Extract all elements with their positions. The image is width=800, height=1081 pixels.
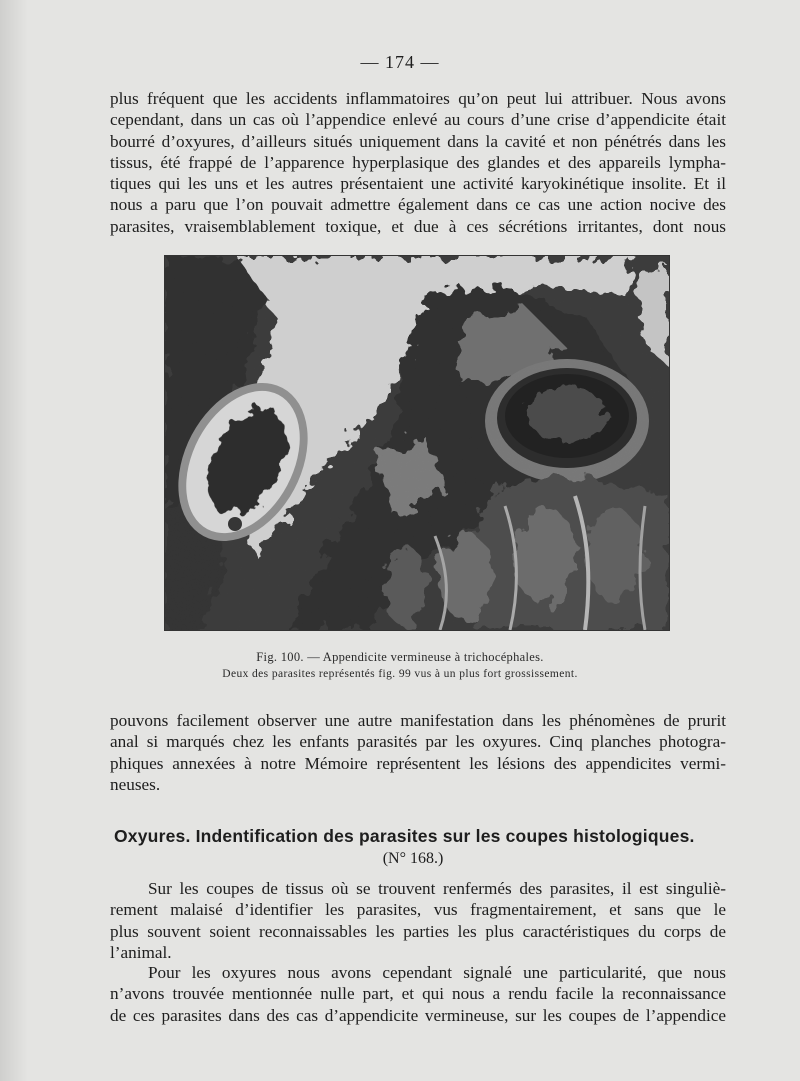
text-line: cependant, dans un cas où l’appendice enlevé au cours d’une crise d’appendicite était [110, 110, 726, 130]
text-line: pouvons facilement observer une autre manifestation dans les phénomènes de prurit [110, 711, 726, 730]
paragraph-3 [110, 878, 726, 963]
text-line: n’avons trouvée mentionnée nulle part, et qui nous a rendu facile la reconnaissance [110, 984, 726, 1004]
paragraph-4 [110, 962, 726, 1026]
text-line: Pour les oxyures nous avons cependant signalé une particularité, que nous [148, 963, 726, 982]
text-line: de ces parasites dans des cas d’appendicite vermineuse, sur les coupes de l’appendice [110, 1005, 726, 1025]
paragraph-2 [110, 710, 726, 795]
text-line: bourré d’oxyures, d’ailleurs situés uniquement dans la cavité et non pénétrés dans les [110, 131, 726, 151]
page-number: — 174 — [360, 52, 440, 72]
figure-caption-title: Fig. 100. — Appendicite vermineuse à trichocéphales. [256, 650, 544, 664]
text-line: nous a paru que l’on pouvait admettre également dans ce cas une action nocive des [110, 195, 726, 215]
paragraph-1 [110, 88, 726, 237]
text-line: phiques annexées à notre Mémoire représentent les lésions des appendicites vermi- [110, 753, 726, 773]
text-line: l’animal. [110, 942, 172, 962]
section-heading: Oxyures. Indentification des parasites sur les coupes histologiques. [114, 826, 695, 846]
text-line: tissus, été frappé de l’apparence hyperplasique des glandes et des appareils lympha- [110, 152, 726, 172]
text-line: plus souvent soient reconnaissables les parties les plus caractéristiques du corps de [110, 921, 726, 941]
text-line: rement malaisé d’identifier les parasites, vus fragmentairement, et sans que le [110, 900, 726, 920]
figure-caption-detail: Deux des parasites représentés fig. 99 vus à un plus fort grossissement. [222, 668, 578, 680]
text-line: tiques qui les uns et les autres présentaient une activité karyokinétique insolite. Et il [110, 174, 726, 194]
micrograph-image [165, 256, 669, 630]
text-line: plus fréquent que les accidents inflammatoires qu’on peut lui attribuer. Nous avons [110, 89, 726, 108]
text-line: Sur les coupes de tissus où se trouvent renfermés des parasites, il est singuliè- [148, 879, 726, 898]
text-line: anal si marqués chez les enfants parasités par les oxyures. Cinq planches photogra- [110, 732, 726, 752]
micrograph-figure [164, 255, 670, 631]
section-reference: (N° 168.) [382, 850, 444, 867]
text-line: parasites, vraisemblablement toxique, et due à ces sécrétions irritantes, dont nous [110, 216, 726, 236]
page-edge-shadow [0, 0, 28, 1081]
text-line: neuses. [110, 774, 161, 794]
